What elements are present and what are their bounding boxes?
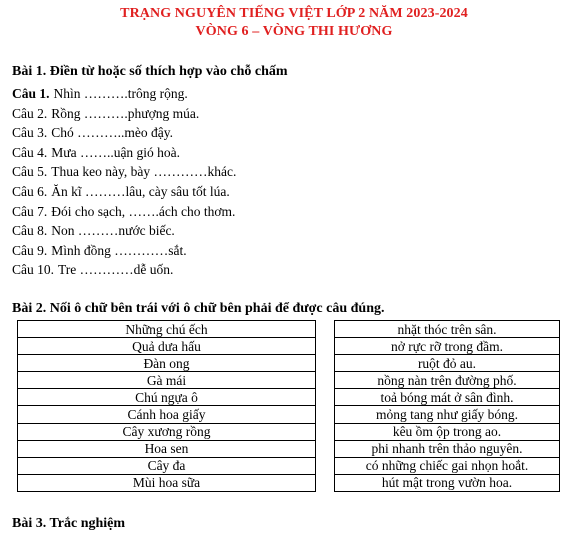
table-row [335, 440, 560, 457]
question-text: Chó ………..mèo đậy. [51, 125, 173, 141]
question-3 [12, 123, 236, 143]
question-number: Câu 6. [12, 183, 48, 199]
question-6 [12, 182, 236, 202]
question-number: Câu 4. [12, 144, 48, 160]
table-row [18, 338, 316, 355]
left-cell[interactable]: Gà mái [18, 372, 316, 389]
question-text: Mưa ……..uận gió hoà. [51, 144, 181, 160]
question-5 [12, 162, 236, 182]
question-number: Câu 8. [12, 223, 48, 239]
question-9 [12, 241, 236, 261]
table-row [335, 338, 560, 355]
question-text: Thua keo này, bày …………khác. [51, 164, 237, 180]
bai3-heading: Bài 3. Trắc nghiệm [12, 516, 126, 531]
left-cell[interactable]: Chú ngựa ô [18, 389, 316, 406]
title-line-2: VÒNG 6 – VÒNG THI HƯƠNG [195, 24, 393, 39]
left-cell[interactable]: Quả dưa hấu [18, 338, 316, 355]
question-text: Nhìn ……….trông rộng. [53, 86, 188, 101]
right-cell[interactable]: mỏng tang như giấy bóng. [335, 406, 560, 423]
table-row [335, 321, 560, 338]
left-cell[interactable]: Những chú ếch [18, 321, 316, 338]
question-text: Tre …………dễ uốn. [58, 262, 174, 278]
table-row [18, 389, 316, 406]
question-8 [12, 221, 236, 241]
right-cell[interactable]: phi nhanh trên thảo nguyên. [335, 440, 560, 457]
bai1-heading: Bài 1. Điền từ hoặc số thích hợp vào chỗ chấm [12, 64, 288, 79]
right-cell[interactable]: ruột đỏ au. [335, 355, 560, 372]
question-4 [12, 143, 236, 163]
bai1-question-list [12, 84, 236, 280]
table-row [18, 423, 316, 440]
question-number: Câu 5. [12, 164, 48, 180]
right-cell[interactable]: nồng nàn trên đường phố. [335, 372, 560, 389]
right-match-table [334, 320, 560, 492]
question-7 [12, 202, 236, 222]
left-cell[interactable]: Cánh hoa giấy [18, 406, 316, 423]
question-text: Rồng ……….phượng múa. [51, 105, 200, 121]
right-cell[interactable]: kêu ồm ộp trong ao. [335, 423, 560, 440]
question-10 [12, 260, 236, 280]
left-match-table [17, 320, 316, 492]
question-2 [12, 104, 236, 124]
question-text: Non ………nước biếc. [51, 223, 175, 239]
question-text: Đói cho sạch, …….ách cho thơm. [51, 203, 236, 219]
right-cell[interactable]: hút mật trong vườn hoa. [335, 474, 560, 491]
table-row [18, 440, 316, 457]
question-number: Câu 7. [12, 203, 48, 219]
table-row [335, 457, 560, 474]
right-cell[interactable]: nhặt thóc trên sân. [335, 321, 560, 338]
question-number: Câu 1. [12, 86, 50, 101]
bai2-heading: Bài 2. Nối ô chữ bên trái với ô chữ bên phải để được câu đúng. [12, 301, 385, 316]
right-cell[interactable]: toả bóng mát ở sân đình. [335, 389, 560, 406]
left-cell[interactable]: Mùi hoa sữa [18, 474, 316, 491]
question-number: Câu 3. [12, 125, 48, 141]
question-text: Mình đồng …………sắt. [51, 242, 187, 258]
right-cell[interactable]: nở rực rỡ trong đầm. [335, 338, 560, 355]
table-row [335, 406, 560, 423]
question-number: Câu 9. [12, 242, 48, 258]
table-row [18, 406, 316, 423]
table-row [335, 372, 560, 389]
table-row [18, 474, 316, 491]
question-number: Câu 10. [12, 262, 54, 278]
table-row [335, 423, 560, 440]
title-line-1: TRẠNG NGUYÊN TIẾNG VIỆT LỚP 2 NĂM 2023-2024 [120, 6, 468, 21]
question-text: Ăn kĩ ………lâu, cày sâu tốt lúa. [51, 183, 230, 199]
table-row [335, 389, 560, 406]
left-cell[interactable]: Hoa sen [18, 440, 316, 457]
right-cell[interactable]: có những chiếc gai nhọn hoắt. [335, 457, 560, 474]
left-cell[interactable]: Cây đa [18, 457, 316, 474]
table-row [18, 372, 316, 389]
left-cell[interactable]: Đàn ong [18, 355, 316, 372]
question-1 [12, 84, 236, 104]
question-number: Câu 2. [12, 105, 48, 121]
table-row [18, 321, 316, 338]
table-row [18, 355, 316, 372]
table-row [18, 457, 316, 474]
table-row [335, 474, 560, 491]
left-cell[interactable]: Cây xương rồng [18, 423, 316, 440]
table-row [335, 355, 560, 372]
